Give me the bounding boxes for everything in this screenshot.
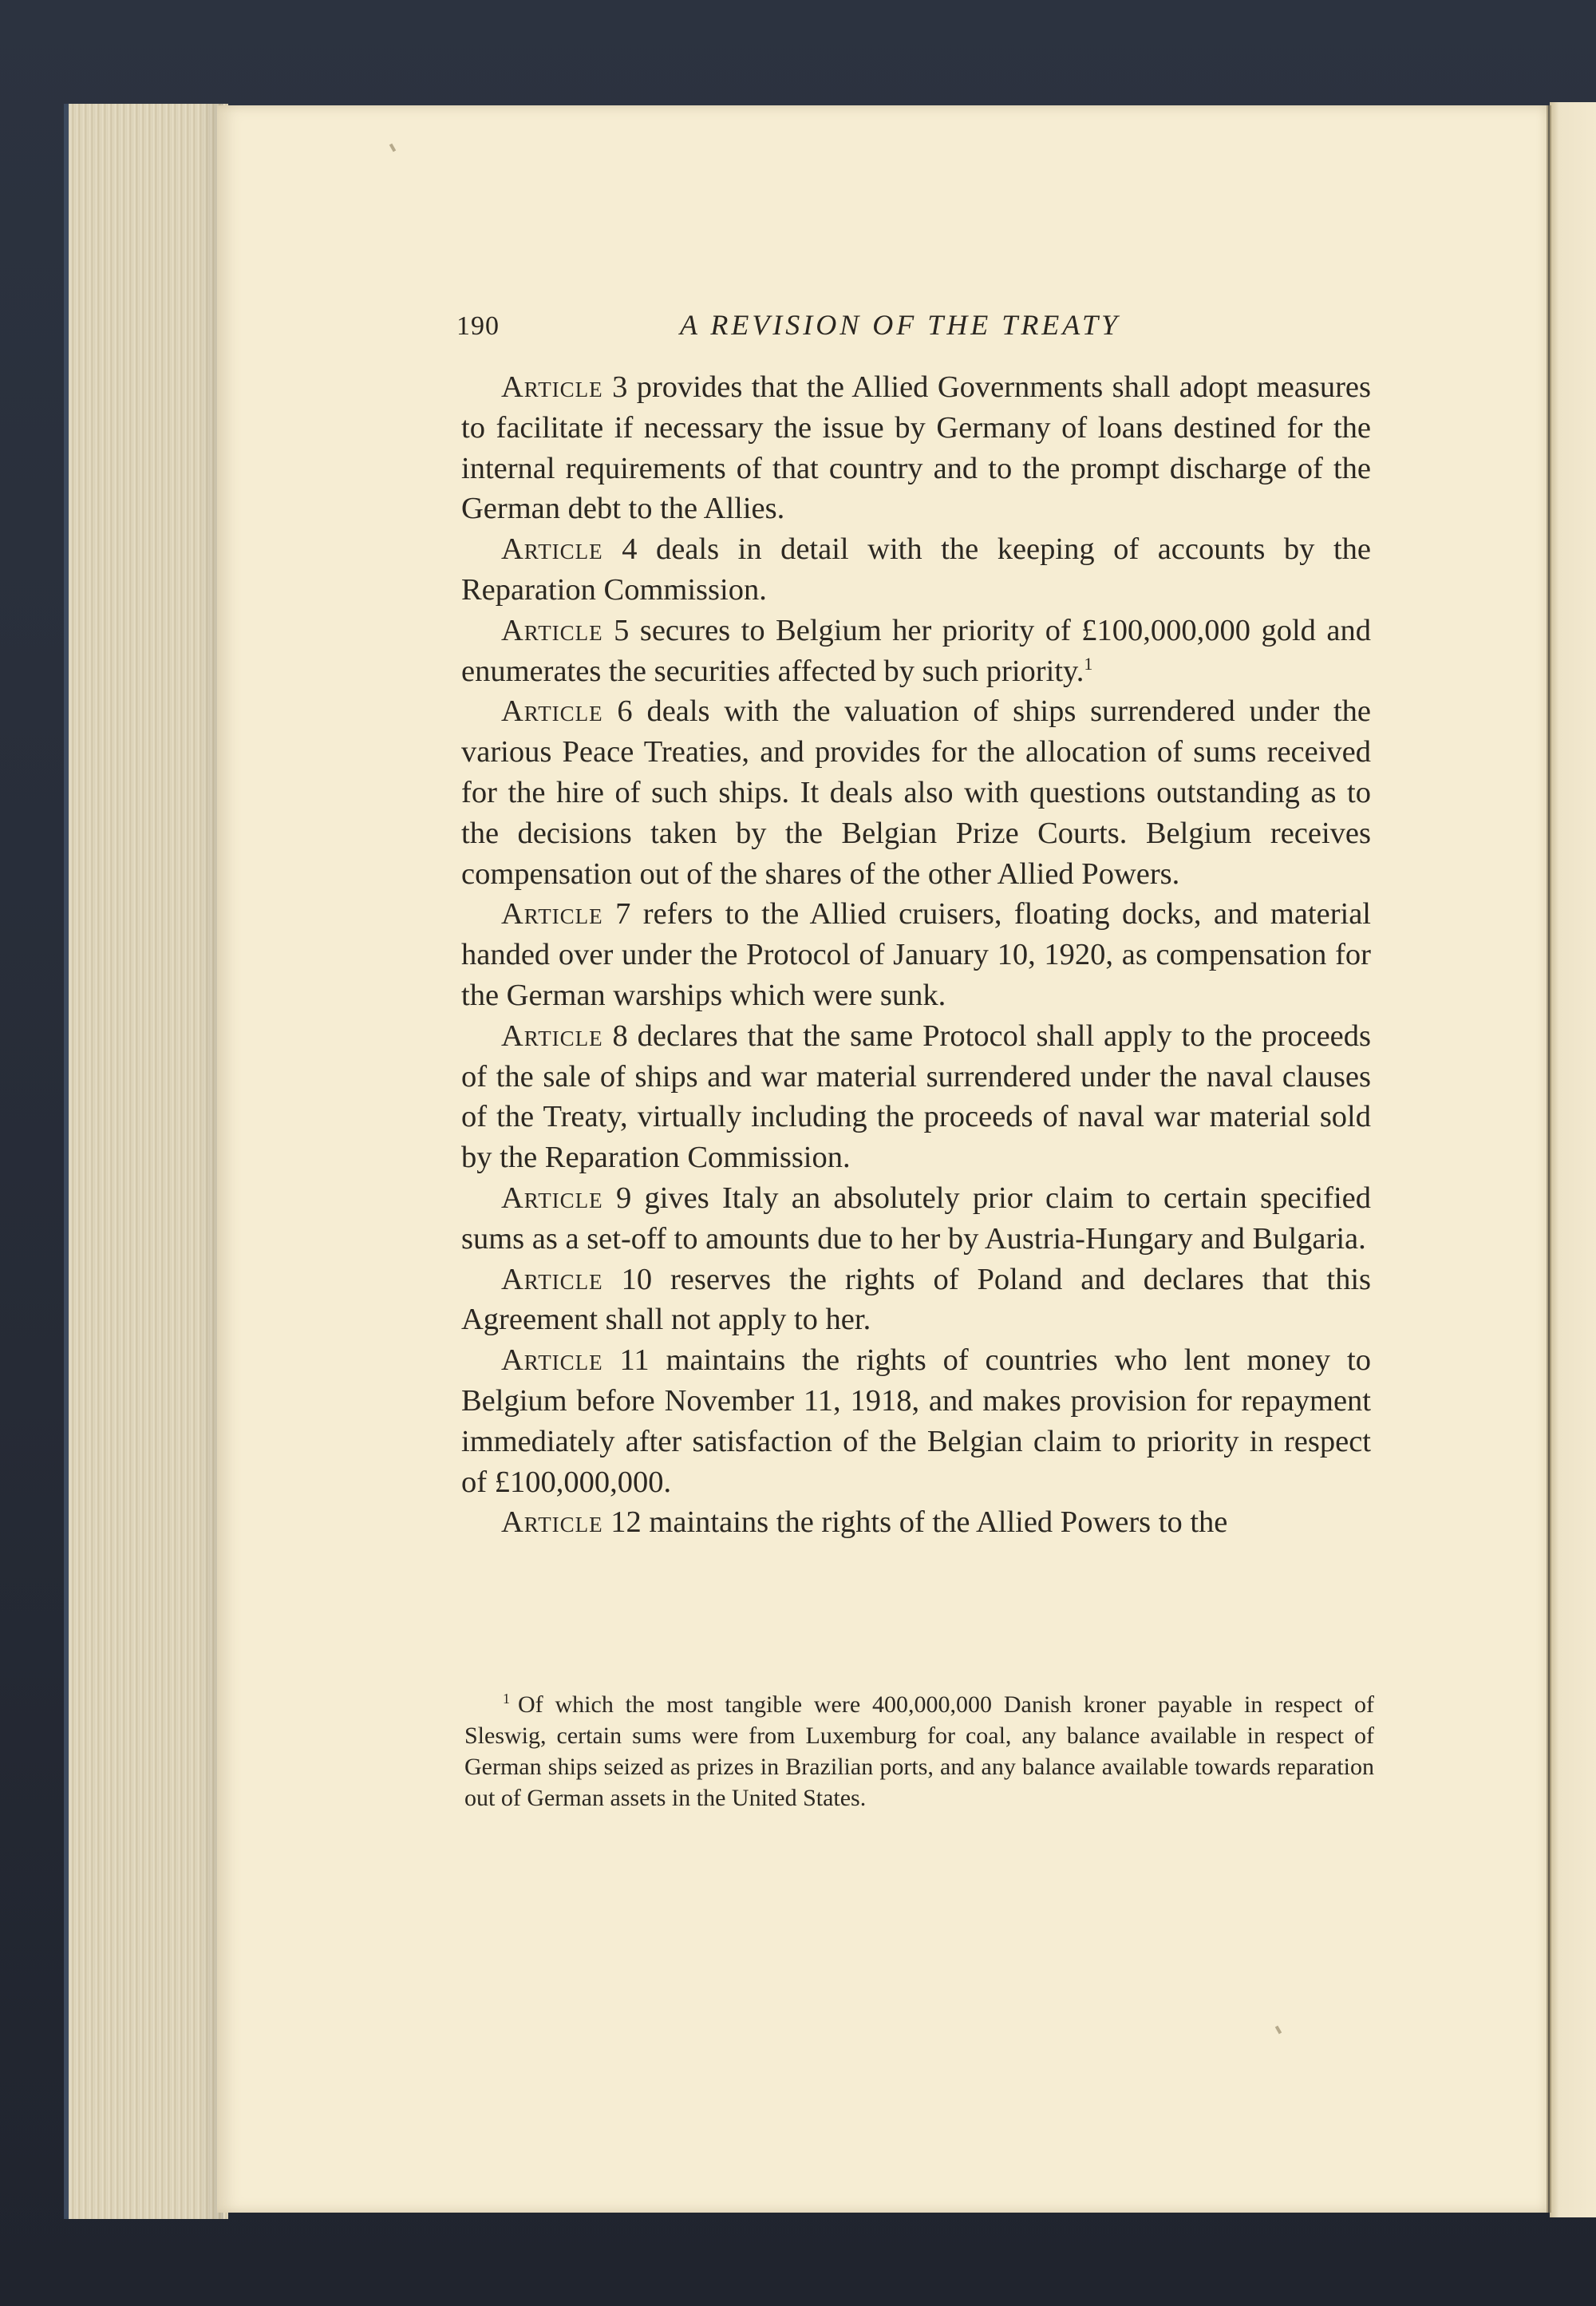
page-number: 190 <box>456 311 500 341</box>
paragraph-article-3 <box>461 367 1371 529</box>
article-lead: Article <box>501 897 603 931</box>
article-lead: Article <box>501 1505 603 1540</box>
paragraph-text: 6 deals with the valuation of ships surrendered under the various Peace Treaties, and provides for the allocation of sums received for the hire of such ships. It deals also with questions outstanding as to the decisions taken by the Belgian Prize Courts. Belgium receives compensation out of the shares of the other Allied Powers. <box>461 694 1371 891</box>
footnote-reference: 1 <box>1084 653 1093 674</box>
article-lead: Article <box>501 1019 603 1053</box>
gutter-line <box>1547 105 1551 2213</box>
footnote <box>464 1689 1374 1814</box>
paragraph-article-5 <box>461 611 1371 692</box>
paragraph-article-10 <box>461 1260 1371 1341</box>
paragraph-article-11 <box>461 1340 1371 1502</box>
paragraph-text: 7 refers to the Allied cruisers, floating docks, and material handed over under the Protocol of January 10, 1920, as compensation for the German warships which were sunk. <box>461 897 1371 1012</box>
facing-page-edge <box>1550 102 1596 2217</box>
paragraph-text: 5 secures to Belgium her priority of £100,000,000 gold and enumerates the securities affected by such priority. <box>461 613 1371 688</box>
article-lead: Article <box>501 1343 603 1378</box>
article-lead: Article <box>501 1181 603 1215</box>
footnote-mark: 1 <box>503 1691 510 1707</box>
running-title: A REVISION OF THE TREATY <box>680 309 1120 341</box>
paragraph-text: 10 reserves the rights of Poland and declares that this Agreement shall not apply to her. <box>461 1262 1371 1337</box>
paragraph-article-7 <box>461 894 1371 1015</box>
body-text <box>461 367 1371 1543</box>
paragraph-article-6 <box>461 691 1371 894</box>
paragraph-article-12 <box>461 1502 1371 1543</box>
paragraph-text: 8 declares that the same Protocol shall apply to the proceeds of the sale of ships and war material surrendered under the naval clauses of the Treaty, virtually including the proceeds of naval war material sold by the Reparation Commission. <box>461 1019 1371 1175</box>
paragraph-text: 3 provides that the Allied Governments shall adopt measures to facilitate if necessary the issue by Germany of loans destined for the internal requirements of that country and to the prompt discharge of the German debt to the Allies. <box>461 370 1371 526</box>
article-lead: Article <box>501 370 603 404</box>
paragraph-text: 12 maintains the rights of the Allied Powers to the <box>602 1505 1228 1540</box>
article-lead: Article <box>501 613 603 647</box>
article-lead: Article <box>501 694 603 729</box>
paragraph-article-9 <box>461 1178 1371 1260</box>
paragraph-text: 4 deals in detail with the keeping of accounts by the Reparation Commission. <box>461 532 1371 607</box>
paragraph-article-4 <box>461 529 1371 611</box>
article-lead: Article <box>501 1262 603 1296</box>
paragraph-text: 11 maintains the rights of countries who lent money to Belgium before November 11, 1918, and makes provision for repayment immediately after satisfaction of the Belgian claim to priority in respect of £100,000,000. <box>461 1343 1371 1499</box>
article-lead: Article <box>501 532 603 567</box>
footnote-text: Of which the most tangible were 400,000,000 Danish kroner payable in respect of Sleswig, certain sums were from Luxemburg for coal, any balance available in respect of German ships seized as prizes in Brazilian ports, and any balance available towards reparation out of German assets in the United States. <box>464 1691 1374 1811</box>
paragraph-article-8 <box>461 1016 1371 1178</box>
paragraph-text: 9 gives Italy an absolutely prior claim to certain specified sums as a set-off to amounts due to her by Austria-Hungary and Bulgaria. <box>461 1181 1371 1256</box>
running-header <box>456 303 1374 351</box>
